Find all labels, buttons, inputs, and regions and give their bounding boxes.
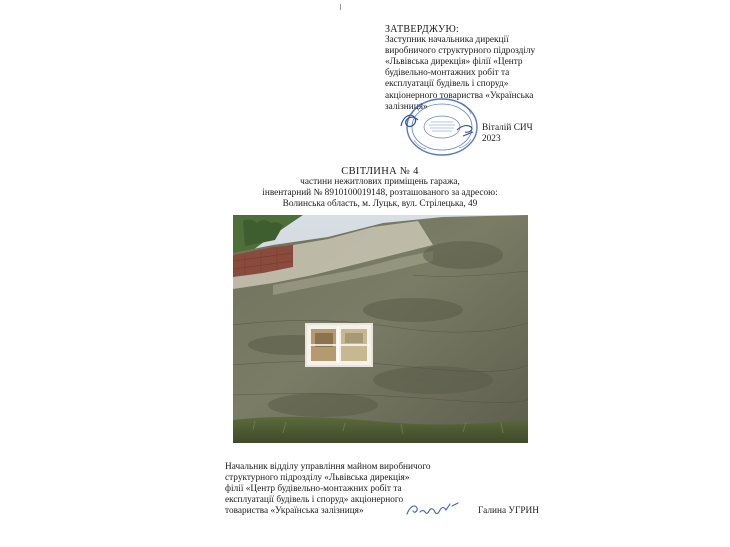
document-address: Волинська область, м. Луцьк, вул. Стрілецька, 49 <box>282 199 478 209</box>
footer-line: експлуатації будівель і споруд» акціонерного <box>225 495 404 505</box>
approval-signer-name: Віталій СИЧ <box>482 123 533 133</box>
handwritten-signature <box>404 500 466 520</box>
approval-line: експлуатації будівель і споруд» <box>385 79 509 90</box>
approval-line: будівельно-монтажних робіт та <box>385 68 510 79</box>
approval-heading: ЗАТВЕРДЖУЮ: <box>385 24 460 35</box>
document-title-block <box>230 166 530 210</box>
page-top-mark <box>340 4 341 10</box>
document-title: СВІТЛИНА № 4 <box>341 166 419 177</box>
footer-line: філії «Центр будівельно-монтажних робіт та <box>225 484 402 494</box>
footer-block <box>225 462 431 517</box>
approval-line: Заступник начальника дирекції <box>385 35 509 46</box>
official-stamp <box>397 96 483 158</box>
footer-line: товариства «Українська залізниця» <box>225 506 364 516</box>
document-subtitle: частини нежитлових приміщень гаража, <box>300 177 460 187</box>
approval-signer <box>482 123 533 145</box>
approval-line: виробничого структурного підрозділу <box>385 46 536 57</box>
approval-line: акціонерного товариства «Українська <box>385 90 534 101</box>
footer-signer-name: Галина УГРИН <box>478 506 539 516</box>
approval-year: 2023 <box>482 134 501 144</box>
document-inventory: інвентарний № 8910100019148, розташованого за адресою: <box>262 188 498 198</box>
footer-line: структурного підрозділу «Львівська дирекція» <box>225 473 410 483</box>
building-wall-photo <box>233 215 528 443</box>
approval-line: залізниця» <box>385 101 428 112</box>
footer-line: Начальник відділу управління майном виробничого <box>225 462 431 472</box>
approval-line: «Львівська дирекція» філії «Центр <box>385 57 523 68</box>
